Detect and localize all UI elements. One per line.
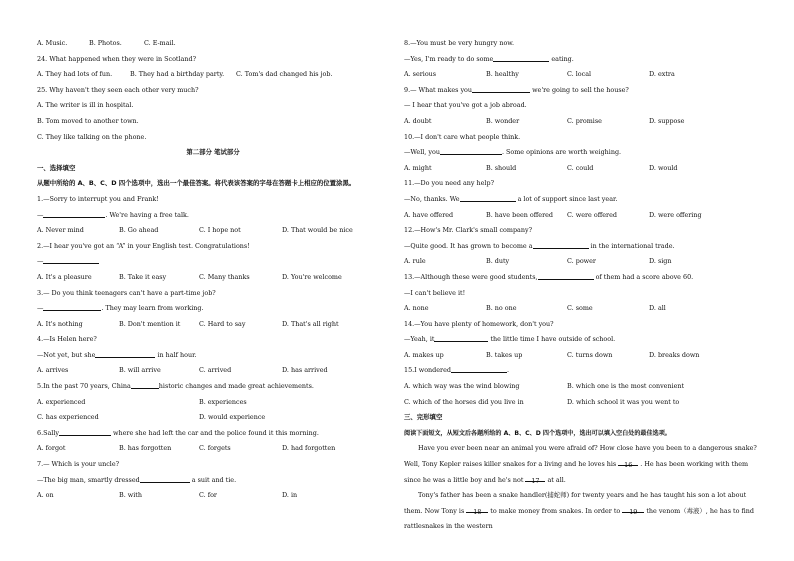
q8-line1: 8.—You must be very hungry now.	[404, 39, 515, 47]
q15-options-cd	[404, 395, 760, 411]
answer-blank	[43, 256, 99, 264]
q11-options	[404, 208, 760, 224]
q5-line: 5.In the past 70 years, China historic changes and made great achievements.	[37, 382, 314, 391]
blank-16: 16	[618, 458, 638, 466]
option-b: B. healthy	[486, 70, 519, 79]
option-c: C. local	[567, 70, 592, 79]
option-b: B. should	[486, 163, 517, 172]
option-a: A. It's nothing	[37, 319, 83, 328]
q23-options	[37, 36, 389, 52]
q14-line1: 14.—You have plenty of homework, don't you?	[404, 319, 554, 328]
option-a: A. experienced	[37, 397, 86, 406]
option-c: C. has experienced	[37, 413, 99, 422]
q4-options	[37, 363, 389, 379]
q4-line1: 4.—Is Helen here?	[37, 335, 97, 344]
option-d: D. would experience	[199, 413, 266, 422]
q24-stem: 24. What happened when they were in Scotland?	[37, 54, 196, 63]
left-column	[37, 36, 389, 504]
option-c: C. E-mail.	[144, 39, 176, 47]
option-d: D. You're welcome	[282, 272, 342, 281]
q25-option-b: B. Tom moved to another town.	[37, 116, 139, 125]
q1-line2: — . We're having a free talk.	[37, 210, 189, 219]
answer-blank	[43, 210, 105, 218]
option-b: B. experiences	[199, 397, 247, 406]
option-c: C. some	[567, 304, 593, 313]
option-d: D. in	[282, 491, 298, 500]
option-b: B. have been offered	[486, 210, 554, 219]
q10-line1: 10.—I don't care what people think.	[404, 132, 521, 141]
q25-stem: 25. Why haven't they seen each other very much?	[37, 85, 199, 94]
option-d: D. extra	[649, 70, 675, 79]
option-c: C. turns down	[567, 350, 613, 359]
option-d: D. That would be nice	[282, 226, 353, 235]
q25-option-a: A. The writer is ill in hospital.	[37, 101, 134, 110]
q1-options	[37, 223, 389, 239]
right-column	[404, 36, 760, 535]
option-a: A. Never mind	[37, 226, 84, 235]
q10-line2: —Well, you . Some opinions are worth weighing.	[404, 148, 622, 157]
q12-line2: —Quite good. It has grown to become a in the international trade.	[404, 241, 675, 250]
option-c: C. promise	[567, 116, 602, 125]
option-d: D. were offering	[649, 210, 702, 219]
option-b: B. will arrive	[119, 366, 161, 375]
option-a: A. It's a pleasure	[37, 272, 92, 281]
option-b: B. which one is the most convenient	[567, 382, 685, 391]
option-a: A. serious	[404, 70, 437, 79]
option-b: B. Go ahead	[119, 226, 159, 235]
answer-blank	[43, 303, 101, 311]
answer-blank	[460, 194, 516, 202]
answer-blank	[434, 334, 488, 342]
option-a: A. have offered	[404, 210, 454, 219]
q7-line1: 7.— Which is your uncle?	[37, 460, 120, 469]
option-c: C. arrived	[199, 366, 232, 375]
q7-line2: —The big man, smartly dressed a suit and tie.	[37, 475, 237, 484]
option-b: B. Take it easy	[119, 272, 167, 281]
section1-title: 一、选择填空	[37, 163, 76, 172]
q15-line: 15.I wondered .	[404, 366, 509, 375]
q2-line1: 2.—I hear you've got an “A” in your English test. Congratulations!	[37, 241, 250, 250]
q12-line1: 12.—How's Mr. Clark's small company?	[404, 226, 533, 235]
option-c: C. Hard to say	[199, 319, 246, 328]
q3-options	[37, 317, 389, 333]
q25-option-c: C. They like talking on the phone.	[37, 132, 147, 141]
option-a: A. Music.	[37, 39, 68, 47]
q15-options-ab	[404, 379, 760, 395]
option-c: C. Many thanks	[199, 272, 250, 281]
passage-paragraph-2: Tony's father has been a snake handler(捕蛇师) for twenty years and he has taught his son a lot about them. Now Tony is 18 to make money from snakes. In order to 19 the venom（毒液）, he has to find rattlesnakes in the western	[404, 491, 754, 531]
option-b: B. with	[119, 491, 142, 500]
option-b: B. has forgotten	[119, 444, 172, 453]
option-d: D. sign	[649, 257, 672, 266]
q14-line2: —Yeah, it the little time I have outside of school.	[404, 335, 616, 344]
option-a: A. none	[404, 304, 429, 313]
option-c: C. I hope not	[199, 226, 241, 235]
q2-line2: —	[37, 254, 389, 270]
answer-blank	[493, 54, 549, 62]
q5-options-cd	[37, 410, 389, 426]
option-b: B. duty	[486, 257, 510, 266]
section1-instructions: 从题中所给的 A、B、C、D 四个选项中，选出一个最佳答案。将代表该答案的字母在答题卡上相应的位置涂黑。	[37, 179, 356, 188]
q6-options	[37, 441, 389, 457]
q5-options-ab	[37, 395, 389, 411]
passage-paragraph-1: Have you ever been near an animal you were afraid of? How close have you been to a dangerous snake? Well, Tony Kepler raises killer snakes for a living and he loves his 16 . He has been working with them since he was a little boy and he's not 17 at all.	[404, 444, 757, 485]
answer-blank	[59, 428, 111, 436]
option-d: D. has arrived	[282, 366, 328, 375]
answer-blank	[131, 381, 159, 389]
option-d: D. That's all right	[282, 319, 339, 328]
q1-line1: 1.—Sorry to interrupt you and Frank!	[37, 194, 159, 203]
answer-blank	[95, 350, 155, 358]
option-c: C. could	[567, 163, 594, 172]
q13-options	[404, 301, 760, 317]
q3-line1: 3.— Do you think teenagers can't have a part-time job?	[37, 288, 216, 297]
q13-line1: 13.—Although these were good students, of them had a score above 60.	[404, 272, 694, 281]
q24-options	[37, 67, 389, 83]
option-a: A. arrives	[37, 366, 69, 375]
q8-line2: —Yes, I'm ready to do some eating.	[404, 54, 574, 63]
option-a: A. rule	[404, 257, 426, 266]
section3-title: 三、完形填空	[404, 413, 443, 422]
blank-17: 17	[525, 474, 545, 482]
q6-line: 6.Sally where she had left the car and the police found it this morning.	[37, 428, 319, 437]
answer-blank	[451, 365, 507, 373]
answer-blank	[538, 272, 594, 280]
option-b: B. wonder	[486, 116, 520, 125]
option-b: B. no one	[486, 304, 517, 313]
option-a: A. They had lots of fun.	[37, 70, 113, 79]
option-c: C. forgets	[199, 444, 231, 453]
option-a: A. might	[404, 163, 432, 172]
option-b: B. Don't mention it	[119, 319, 181, 328]
answer-blank	[140, 475, 190, 483]
q9-line2: — I hear that you've got a job abroad.	[404, 101, 527, 110]
option-c: C. Tom's dad changed his job.	[236, 70, 333, 79]
q11-line1: 11.—Do you need any help?	[404, 179, 494, 188]
blank-19: 19	[622, 505, 644, 513]
q9-options	[404, 114, 760, 130]
option-d: D. which school it was you went to	[567, 397, 680, 406]
option-d: D. would	[649, 163, 678, 172]
blank-18: 18	[466, 505, 488, 513]
option-a: A. doubt	[404, 116, 432, 125]
option-c: C. were offered	[567, 210, 617, 219]
option-a: A. which way was the wind blowing	[404, 382, 520, 391]
q3-line2: — . They may learn from working.	[37, 304, 204, 313]
section3-instructions: 阅读下面短文，从短文后各题所给的 A、B、C、D 四个选项中，选出可以填入空白处的最佳选项。	[404, 429, 671, 437]
option-a: A. forgot	[37, 444, 66, 453]
q2-options	[37, 270, 389, 286]
q10-options	[404, 161, 760, 177]
q4-line2: —Not yet, but she in half hour.	[37, 350, 197, 359]
q9-line1: 9.— What makes you we're going to sell the house?	[404, 85, 629, 94]
answer-blank	[440, 147, 502, 155]
q11-line2: —No, thanks. We a lot of support since last year.	[404, 194, 618, 203]
option-c: C. power	[567, 257, 596, 266]
part2-title: 第二部分 笔试部分	[186, 148, 240, 157]
option-c: C. for	[199, 491, 217, 500]
option-d: D. suppose	[649, 116, 685, 125]
option-d: D. breaks down	[649, 350, 700, 359]
option-a: A. makes up	[404, 350, 444, 359]
option-b: B. They had a birthday party.	[130, 70, 225, 79]
q14-options	[404, 348, 760, 364]
q7-options	[37, 488, 389, 504]
option-b: B. Photos.	[89, 39, 122, 47]
q12-options	[404, 254, 760, 270]
answer-blank	[472, 85, 530, 93]
option-c: C. which of the horses did you live in	[404, 397, 524, 406]
option-d: D. all	[649, 304, 666, 313]
option-d: D. had forgotten	[282, 444, 336, 453]
q8-options	[404, 67, 760, 83]
q13-line2: —I can't believe it!	[404, 288, 466, 297]
option-a: A. on	[37, 491, 54, 500]
answer-blank	[533, 241, 589, 249]
option-b: B. takes up	[486, 350, 523, 359]
